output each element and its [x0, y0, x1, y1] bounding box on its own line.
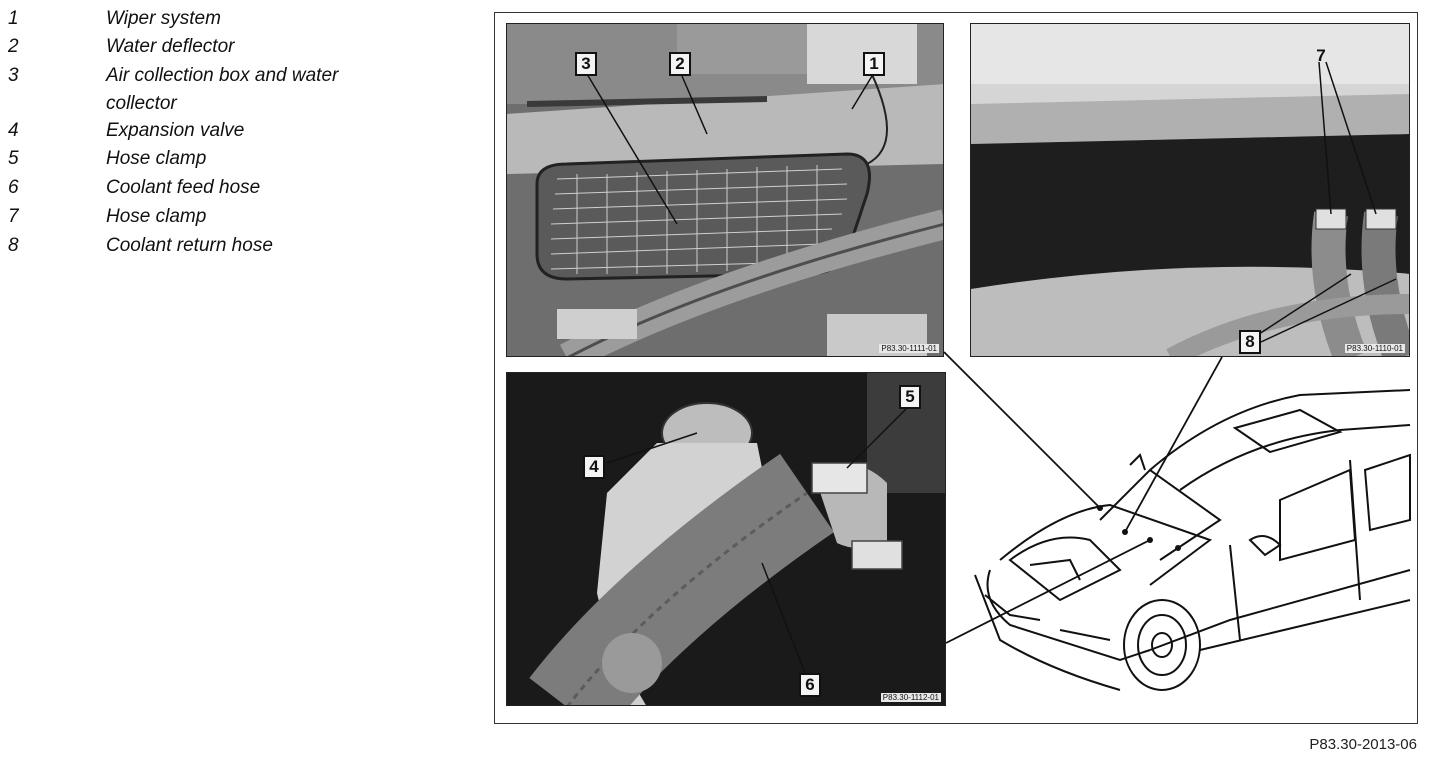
callout-6: 6	[799, 673, 821, 697]
photo-expansion-valve	[506, 372, 946, 706]
legend-number: 6	[8, 177, 19, 198]
photo-coolant-hoses	[970, 23, 1410, 357]
callout-8: 8	[1239, 330, 1261, 354]
legend-number: 1	[8, 8, 19, 29]
photo-code: P83.30-1112-01	[882, 693, 939, 702]
legend-number: 5	[8, 148, 19, 169]
legend-label: Expansion valve	[106, 120, 245, 141]
legend-label: Coolant feed hose	[106, 177, 261, 198]
photo-code: P83.30-1111-01	[881, 344, 937, 353]
legend-label: Coolant return hose	[106, 235, 273, 256]
legend-label: Wiper system	[106, 8, 221, 29]
legend-label: Hose clamp	[106, 206, 207, 227]
legend-number: 8	[8, 235, 19, 256]
callout-2: 2	[669, 52, 691, 76]
legend-label: Hose clamp	[106, 148, 207, 169]
callout-1: 1	[863, 52, 885, 76]
photo-expansion-valve-image	[507, 373, 946, 706]
legend-label: Water deflector	[106, 36, 235, 57]
callout-5: 5	[899, 385, 921, 409]
photo-coolant-hoses-image	[971, 24, 1410, 357]
photo-code: P83.30-1110-01	[1346, 344, 1403, 353]
legend-number: 4	[8, 120, 19, 141]
callout-3: 3	[575, 52, 597, 76]
callout-7: 7	[1316, 46, 1326, 65]
photo-air-collection-box	[506, 23, 944, 357]
legend-number: 7	[8, 206, 19, 227]
legend-number: 3	[8, 65, 19, 86]
callout-4: 4	[583, 455, 605, 479]
figure-code: P83.30-2013-06	[1309, 736, 1417, 753]
legend-number: 2	[8, 36, 19, 57]
legend-label: Air collection box and water collector	[106, 65, 339, 114]
